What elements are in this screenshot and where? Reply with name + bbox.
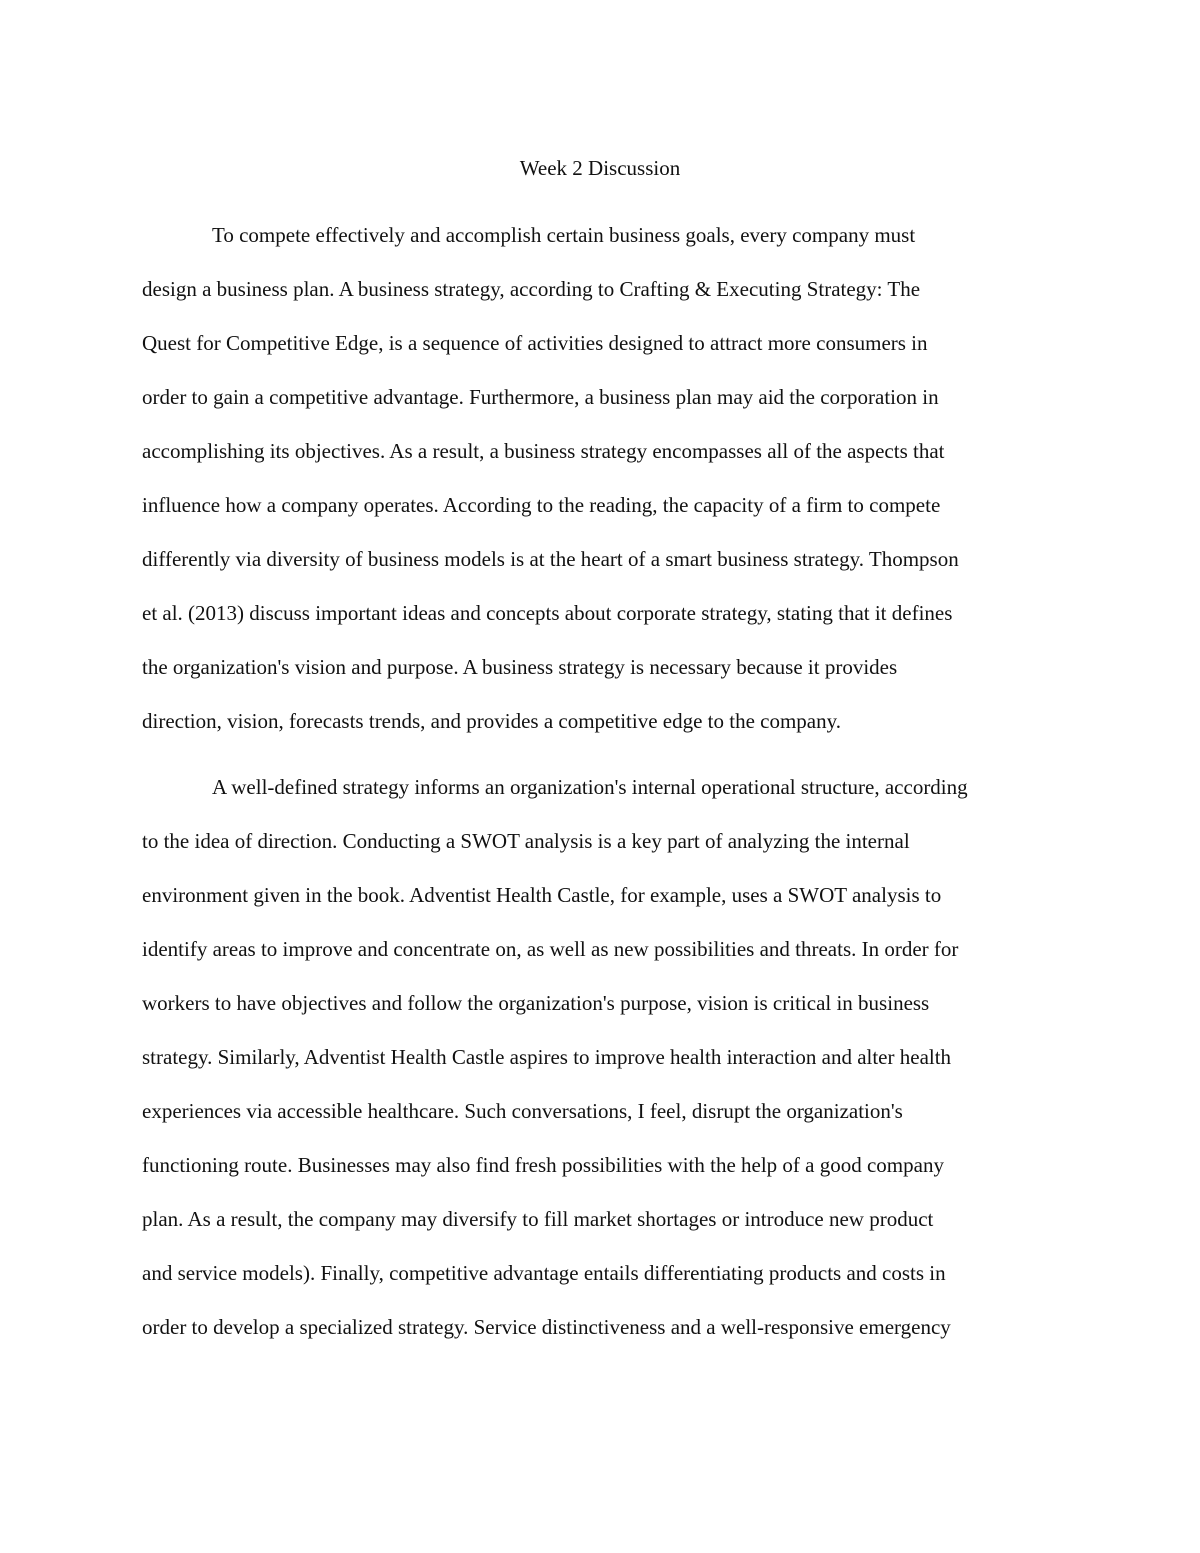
paragraph-2-line-8: functioning route. Businesses may also find fresh possibilities with the help of a good company (142, 1153, 944, 1177)
paragraph-2-line-7: experiences via accessible healthcare. Such conversations, I feel, disrupt the organization's (142, 1099, 903, 1123)
paragraph-2-line-5: workers to have objectives and follow the organization's purpose, vision is critical in business (142, 991, 930, 1015)
paragraph-1-line-9: the organization's vision and purpose. A business strategy is necessary because it provides (142, 655, 898, 679)
paragraph-1-line-3: Quest for Competitive Edge, is a sequence of activities designed to attract more consumers in (142, 331, 928, 355)
paragraph-2-line-6: strategy. Similarly, Adventist Health Castle aspires to improve health interaction and alter health (142, 1045, 952, 1069)
paragraph-1-line-8: et al. (2013) discuss important ideas and concepts about corporate strategy, stating that it defines (142, 601, 953, 625)
paragraph-1-line-2: design a business plan. A business strategy, according to Crafting & Executing Strategy: The (142, 277, 921, 301)
paragraph-1-line-7: differently via diversity of business models is at the heart of a smart business strategy. Thompson (142, 547, 959, 571)
paragraph-1-line-4: order to gain a competitive advantage. Furthermore, a business plan may aid the corporation in (142, 385, 939, 409)
paragraph-2-line-9: plan. As a result, the company may diversify to fill market shortages or introduce new product (142, 1207, 934, 1231)
paragraph-2-line-3: environment given in the book. Adventist Health Castle, for example, uses a SWOT analysis to (142, 883, 942, 907)
paragraph-2-line-2: to the idea of direction. Conducting a SWOT analysis is a key part of analyzing the internal (142, 829, 910, 853)
paragraph-1-line-1: To compete effectively and accomplish certain business goals, every company must (212, 223, 916, 247)
paragraph-1-line-10: direction, vision, forecasts trends, and provides a competitive edge to the company. (142, 709, 842, 733)
paragraph-1-line-6: influence how a company operates. According to the reading, the capacity of a firm to compete (142, 493, 941, 517)
paragraph-2-line-1: A well-defined strategy informs an organization's internal operational structure, according (212, 775, 968, 799)
paragraph-2-line-4: identify areas to improve and concentrate on, as well as new possibilities and threats. In order for (142, 937, 959, 961)
paragraph-2-line-10: and service models). Finally, competitive advantage entails differentiating products and costs in (142, 1261, 946, 1285)
document-title: Week 2 Discussion (519, 156, 681, 180)
paragraph-2-line-11: order to develop a specialized strategy. Service distinctiveness and a well-responsive emergency (142, 1315, 951, 1339)
paragraph-1-line-5: accomplishing its objectives. As a result, a business strategy encompasses all of the aspects that (142, 439, 945, 463)
